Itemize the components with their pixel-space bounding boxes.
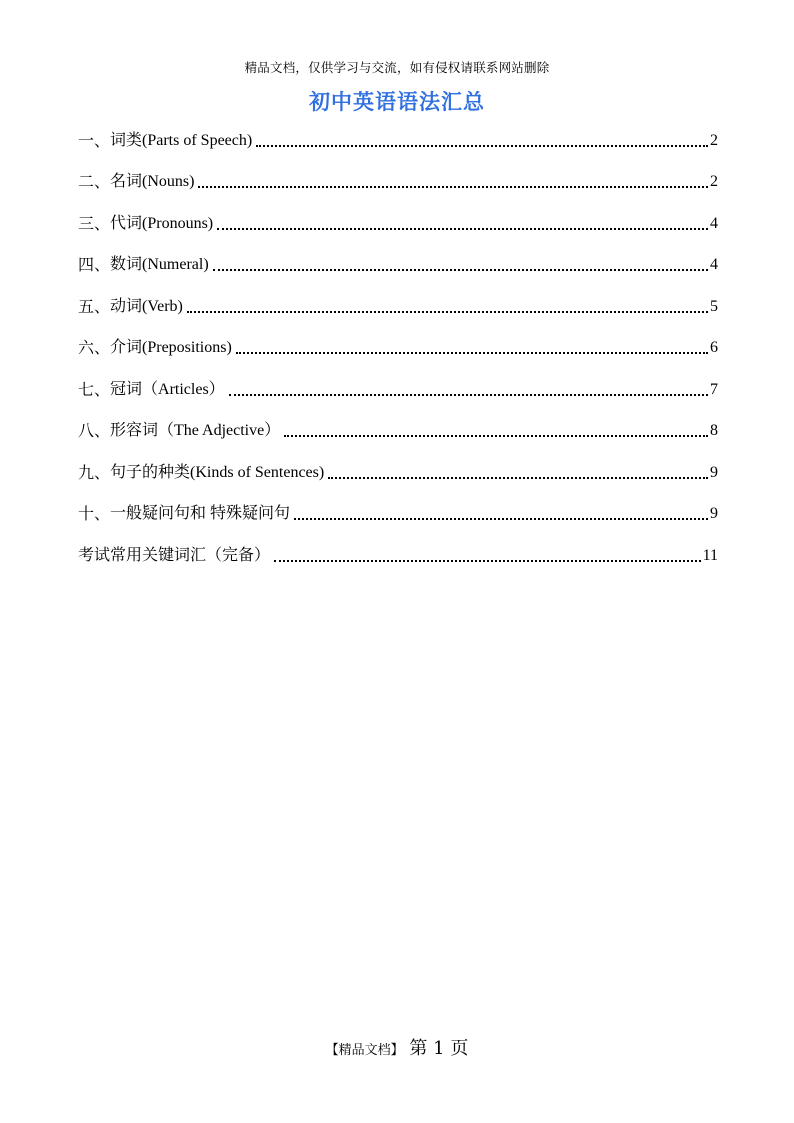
table-of-contents: [78, 120, 718, 577]
toc-entry-label: 考试常用关键词汇（完备）: [78, 546, 271, 564]
toc-entry-number: 六、: [78, 338, 111, 358]
toc-entry-3[interactable]: [78, 203, 718, 245]
toc-entry-page: 5: [710, 297, 718, 315]
toc-entry-number: 十、: [78, 504, 111, 524]
toc-entry-label: 名词(Nouns): [110, 173, 195, 191]
toc-dot-leader: [217, 214, 708, 234]
toc-dot-leader: [236, 338, 708, 358]
toc-entry-page: 9: [710, 505, 718, 523]
toc-dot-leader: [294, 504, 708, 524]
toc-entry-number: 八、: [78, 421, 111, 441]
toc-entry-label: 动词(Verb): [110, 297, 183, 315]
toc-entry-11[interactable]: [78, 535, 718, 577]
toc-dot-leader: [198, 172, 708, 192]
toc-entry-10[interactable]: [78, 494, 718, 536]
page-footer: [0, 1034, 794, 1060]
header-note: 精品文档，仅供学习与交流，如有侵权请联系网站删除: [244, 60, 550, 75]
toc-entry-5[interactable]: [78, 286, 718, 328]
toc-entry-6[interactable]: [78, 328, 718, 370]
toc-entry-page: 8: [710, 422, 718, 440]
toc-entry-9[interactable]: [78, 452, 718, 494]
toc-entry-number: 一、: [78, 130, 111, 150]
toc-dot-leader: [256, 131, 708, 151]
toc-entry-2[interactable]: [78, 162, 718, 204]
toc-entry-4[interactable]: [78, 245, 718, 287]
toc-dot-leader: [229, 380, 708, 400]
toc-dot-leader: [328, 463, 708, 483]
toc-entry-page: 4: [710, 214, 718, 232]
toc-entry-1[interactable]: [78, 120, 718, 162]
toc-entry-number: 二、: [78, 172, 111, 192]
footer-doc-label: 【精品文档】: [325, 1043, 404, 1058]
toc-entry-label: 一般疑问句和 特殊疑问句: [110, 505, 291, 523]
toc-dot-leader: [274, 546, 701, 566]
toc-entry-label: 数词(Numeral): [110, 256, 209, 274]
toc-entry-number: 九、: [78, 462, 111, 482]
toc-entry-page: 4: [710, 256, 718, 274]
toc-entry-8[interactable]: [78, 411, 718, 453]
toc-entry-label: 介词(Prepositions): [110, 339, 232, 357]
toc-entry-label: 代词(Pronouns): [110, 214, 214, 232]
toc-entry-page: 2: [710, 131, 718, 149]
toc-entry-number: 七、: [78, 379, 111, 399]
toc-entry-page: 11: [702, 546, 718, 564]
toc-entry-number: 三、: [78, 213, 111, 233]
toc-entry-number: 四、: [78, 255, 111, 275]
toc-dot-leader: [187, 297, 708, 317]
toc-entry-label: 冠词（Articles）: [110, 380, 225, 398]
toc-entry-page: 2: [710, 173, 718, 191]
toc-entry-7[interactable]: [78, 369, 718, 411]
toc-entry-page: 9: [710, 463, 718, 481]
toc-dot-leader: [213, 255, 708, 275]
toc-entry-label: 句子的种类(Kinds of Sentences): [110, 463, 325, 481]
footer-page-number: 第 1 页: [409, 1038, 469, 1059]
toc-entry-page: 7: [710, 380, 718, 398]
toc-entry-number: 五、: [78, 296, 111, 316]
toc-entry-label: 形容词（The Adjective）: [110, 422, 281, 440]
toc-dot-leader: [284, 421, 708, 441]
document-title: 初中英语语法汇总: [309, 89, 485, 114]
toc-entry-page: 6: [710, 339, 718, 357]
toc-entry-label: 词类(Parts of Speech): [110, 131, 253, 149]
